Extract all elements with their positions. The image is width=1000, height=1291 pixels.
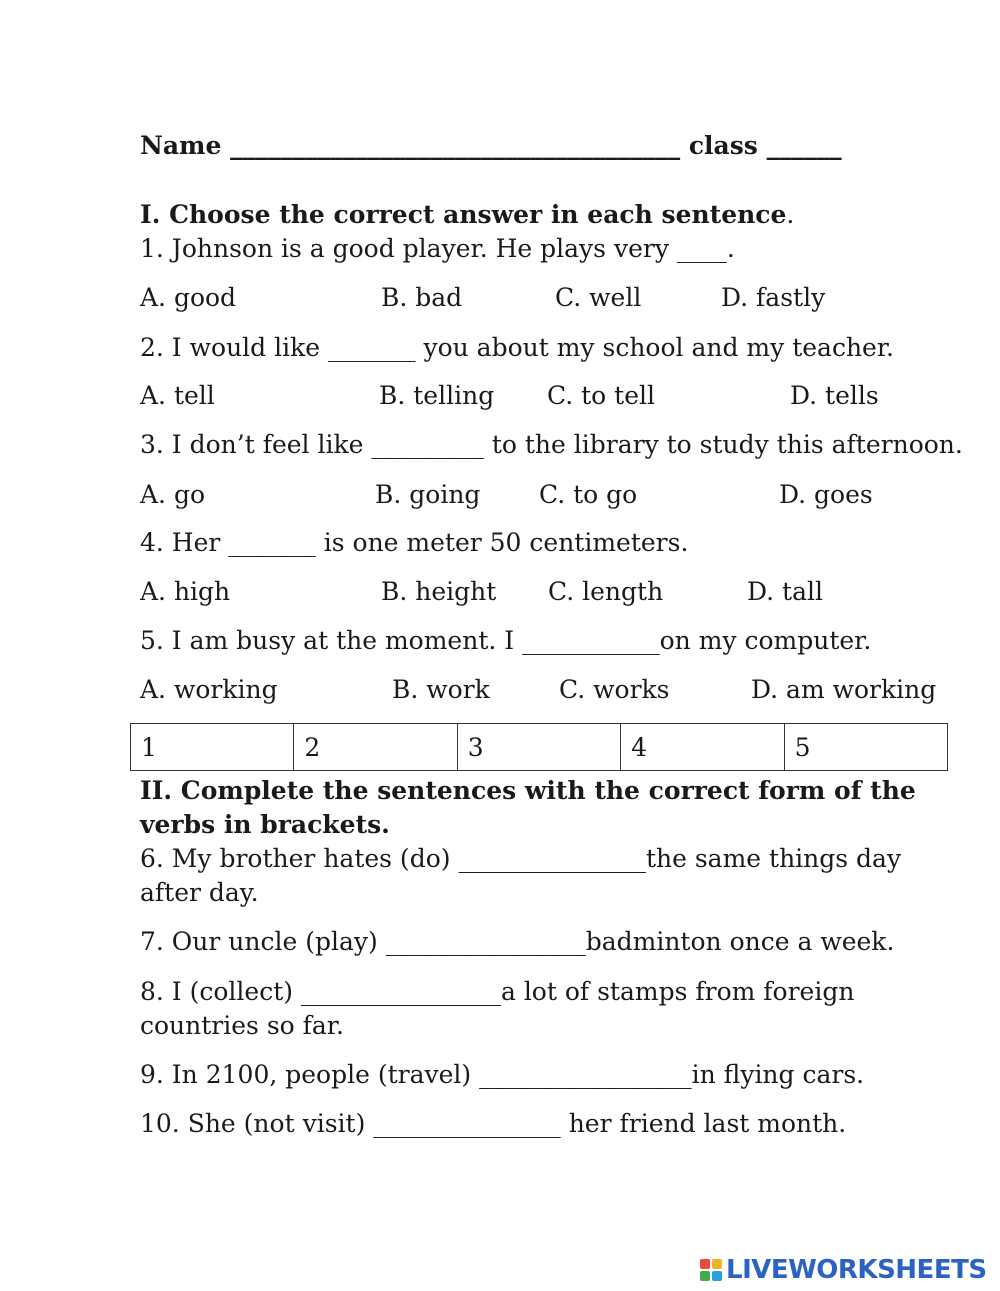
- logo-text: LIVEWORKSHEETS: [726, 1255, 987, 1285]
- q5-option-a[interactable]: A. working: [140, 675, 278, 704]
- q1-option-d[interactable]: D. fastly: [721, 283, 826, 312]
- q3-option-c[interactable]: C. to go: [539, 480, 638, 509]
- liveworksheets-logo: [700, 1253, 987, 1287]
- question-2: 2. I would like _______ you about my school and my teacher.: [140, 333, 895, 362]
- question-8-line2: countries so far.: [140, 1011, 344, 1040]
- q4-option-d[interactable]: D. tall: [747, 577, 823, 606]
- q5-option-b[interactable]: B. work: [392, 675, 490, 704]
- q5-option-c[interactable]: C. works: [559, 675, 670, 704]
- answer-cell-1[interactable]: 1: [131, 724, 294, 771]
- q1-option-c[interactable]: C. well: [555, 283, 642, 312]
- question-6-line2: after day.: [140, 878, 259, 907]
- section1-title: I. Choose the correct answer in each sentence.: [140, 200, 795, 229]
- q1-option-a[interactable]: A. good: [140, 283, 237, 312]
- section2-title-line2: verbs in brackets.: [140, 810, 390, 839]
- answer-cell-5[interactable]: 5: [784, 724, 947, 771]
- q2-option-a[interactable]: A. tell: [140, 381, 215, 410]
- q4-option-b[interactable]: B. height: [381, 577, 497, 606]
- question-6-line1[interactable]: 6. My brother hates (do) _______________the same things day: [140, 844, 902, 873]
- q2-option-b[interactable]: B. telling: [379, 381, 495, 410]
- answer-cell-4[interactable]: 4: [621, 724, 784, 771]
- question-9[interactable]: 9. In 2100, people (travel) _________________in flying cars.: [140, 1060, 865, 1089]
- answer-cell-2[interactable]: 2: [294, 724, 457, 771]
- question-3: 3. I don’t feel like _________ to the library to study this afternoon.: [140, 430, 963, 459]
- q4-option-a[interactable]: A. high: [140, 577, 231, 606]
- name-class-line: Name ____________________________________ class ______: [140, 131, 842, 160]
- question-8-line1[interactable]: 8. I (collect) ________________a lot of stamps from foreign: [140, 977, 855, 1006]
- q4-option-c[interactable]: C. length: [548, 577, 664, 606]
- logo-blocks-icon: [700, 1259, 722, 1281]
- answer-cell-3[interactable]: 3: [457, 724, 620, 771]
- q2-option-d[interactable]: D. tells: [790, 381, 879, 410]
- question-5: 5. I am busy at the moment. I ___________on my computer.: [140, 626, 872, 655]
- question-4: 4. Her _______ is one meter 50 centimeters.: [140, 528, 689, 557]
- q5-option-d[interactable]: D. am working: [751, 675, 937, 704]
- q1-option-b[interactable]: B. bad: [381, 283, 463, 312]
- question-1: 1. Johnson is a good player. He plays very ____.: [140, 234, 735, 263]
- question-7[interactable]: 7. Our uncle (play) ________________badminton once a week.: [140, 927, 895, 956]
- q3-option-a[interactable]: A. go: [140, 480, 206, 509]
- q3-option-d[interactable]: D. goes: [779, 480, 873, 509]
- q3-option-b[interactable]: B. going: [375, 480, 481, 509]
- section2-title-line1: II. Complete the sentences with the correct form of the: [140, 776, 916, 805]
- answer-table: [130, 723, 948, 771]
- question-10[interactable]: 10. She (not visit) _______________ her friend last month.: [140, 1109, 847, 1138]
- q2-option-c[interactable]: C. to tell: [547, 381, 656, 410]
